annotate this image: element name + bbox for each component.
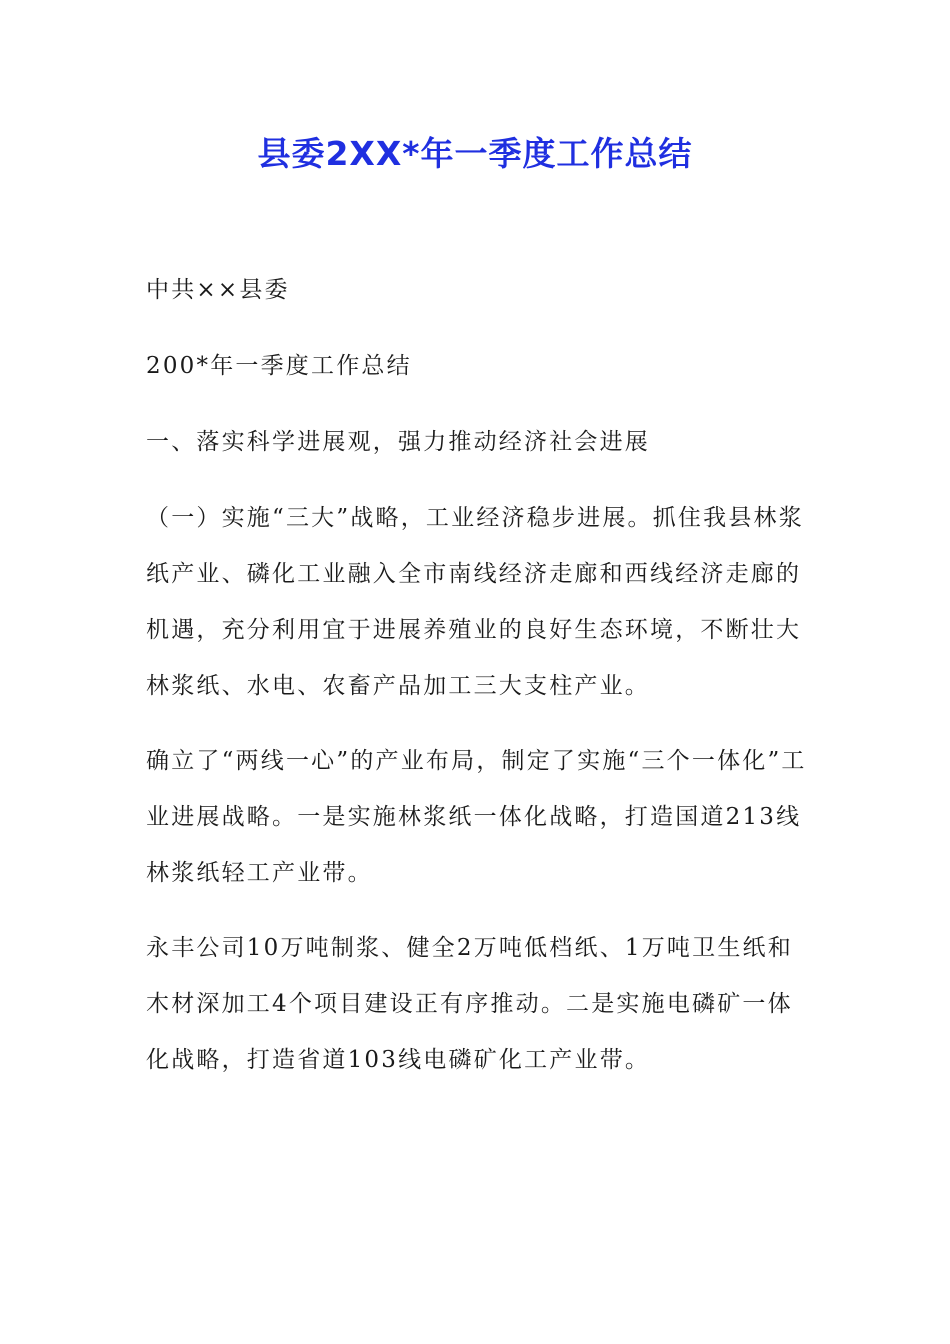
paragraph-strategy: （一）实施“三大”战略，工业经济稳步进展。抓住我县林浆纸产业、磷化工业融入全市南线经济走廊和西线经济走廊的机遇，充分利用宜于进展养殖业的良好生态环境，不断壮大林浆纸、水电、农畜产品加工三大支柱产业。 <box>146 505 804 699</box>
paragraph-subtitle: 200*年一季度工作总结 <box>146 353 412 379</box>
document-body <box>146 262 808 1107</box>
paragraph-issuer: 中共××县委 <box>146 277 290 303</box>
section-heading: 一、落实科学进展观，强力推动经济社会进展 <box>146 429 650 455</box>
paragraph-projects: 永丰公司10万吨制浆、健全2万吨低档纸、1万吨卫生纸和木材深加工4个项目建设正有序推动。二是实施电磷矿一体化战略，打造省道103线电磷矿化工产业带。 <box>146 935 793 1073</box>
paragraph-layout: 确立了“两线一心”的产业布局，制定了实施“三个一体化”工业进展战略。一是实施林浆纸一体化战略，打造国道213线林浆纸轻工产业带。 <box>146 748 807 886</box>
document-title: 县委2XX*年一季度工作总结 <box>257 134 693 173</box>
